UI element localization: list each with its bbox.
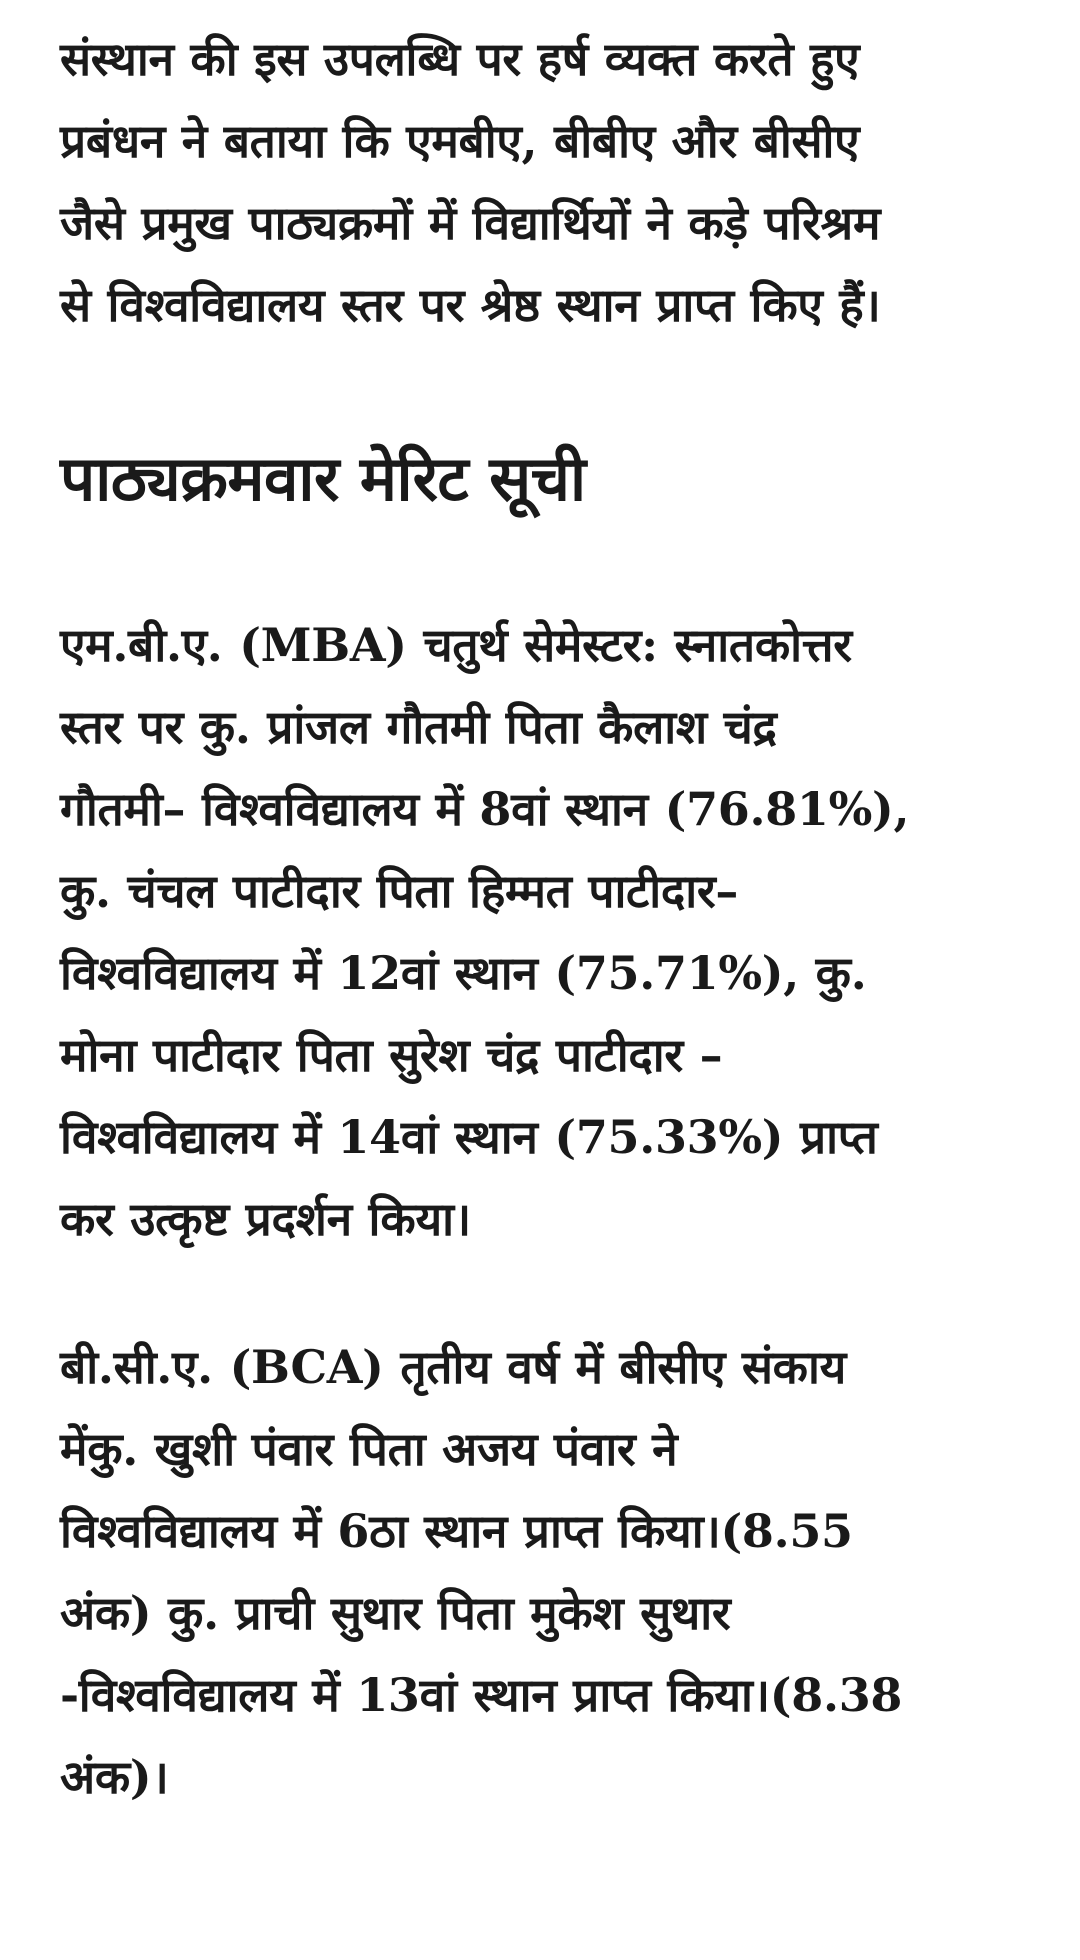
text-line: -विश्वविद्यालय में 13वां स्थान प्राप्त किया।(8.38 bbox=[60, 1668, 903, 1722]
intro-paragraph bbox=[60, 18, 1045, 346]
text-line: कर उत्कृष्ट प्रदर्शन किया। bbox=[60, 1192, 471, 1246]
text-line: से विश्वविद्यालय स्तर पर श्रेष्ठ स्थान प्राप्त किए हैं। bbox=[60, 278, 881, 332]
text-line: बी.सी.ए. (BCA) तृतीय वर्ष में बीसीए संकाय bbox=[60, 1340, 846, 1394]
text-line: विश्वविद्यालय में 12वां स्थान (75.71%), कु. bbox=[60, 946, 867, 1000]
bca-paragraph bbox=[60, 1326, 1045, 1818]
text-line: मोना पाटीदार पिता सुरेश चंद्र पाटीदार – bbox=[60, 1028, 723, 1082]
text-line: संस्थान की इस उपलब्धि पर हर्ष व्यक्त करते हुए bbox=[60, 32, 860, 86]
text-line: अंक) कु. प्राची सुथार पिता मुकेश सुथार bbox=[60, 1586, 731, 1640]
text-line: स्तर पर कु. प्रांजल गौतमी पिता कैलाश चंद्र bbox=[60, 700, 777, 754]
text-line: विश्वविद्यालय में 6ठा स्थान प्राप्त किया।(8.55 bbox=[60, 1504, 853, 1558]
text-line: प्रबंधन ने बताया कि एमबीए, बीबीए और बीसीए bbox=[60, 114, 860, 168]
section-heading: पाठ्यक्रमवार मेरिट सूची bbox=[60, 442, 586, 515]
text-line: गौतमी– विश्वविद्यालय में 8वां स्थान (76.81%), bbox=[60, 782, 910, 836]
text-line: मेंकु. खुशी पंवार पिता अजय पंवार ने bbox=[60, 1422, 678, 1476]
text-line: कु. चंचल पाटीदार पिता हिम्मत पाटीदार– bbox=[60, 864, 739, 918]
text-line: विश्वविद्यालय में 14वां स्थान (75.33%) प्राप्त bbox=[60, 1110, 878, 1164]
text-line: एम.बी.ए. (MBA) चतुर्थ सेमेस्टर: स्नातकोत्तर bbox=[60, 618, 852, 672]
mba-paragraph bbox=[60, 604, 1045, 1260]
text-line: अंक)। bbox=[60, 1750, 169, 1804]
text-line: जैसे प्रमुख पाठ्यक्रमों में विद्यार्थियों ने कड़े परिश्रम bbox=[60, 196, 881, 250]
article-body bbox=[60, 18, 1045, 1818]
